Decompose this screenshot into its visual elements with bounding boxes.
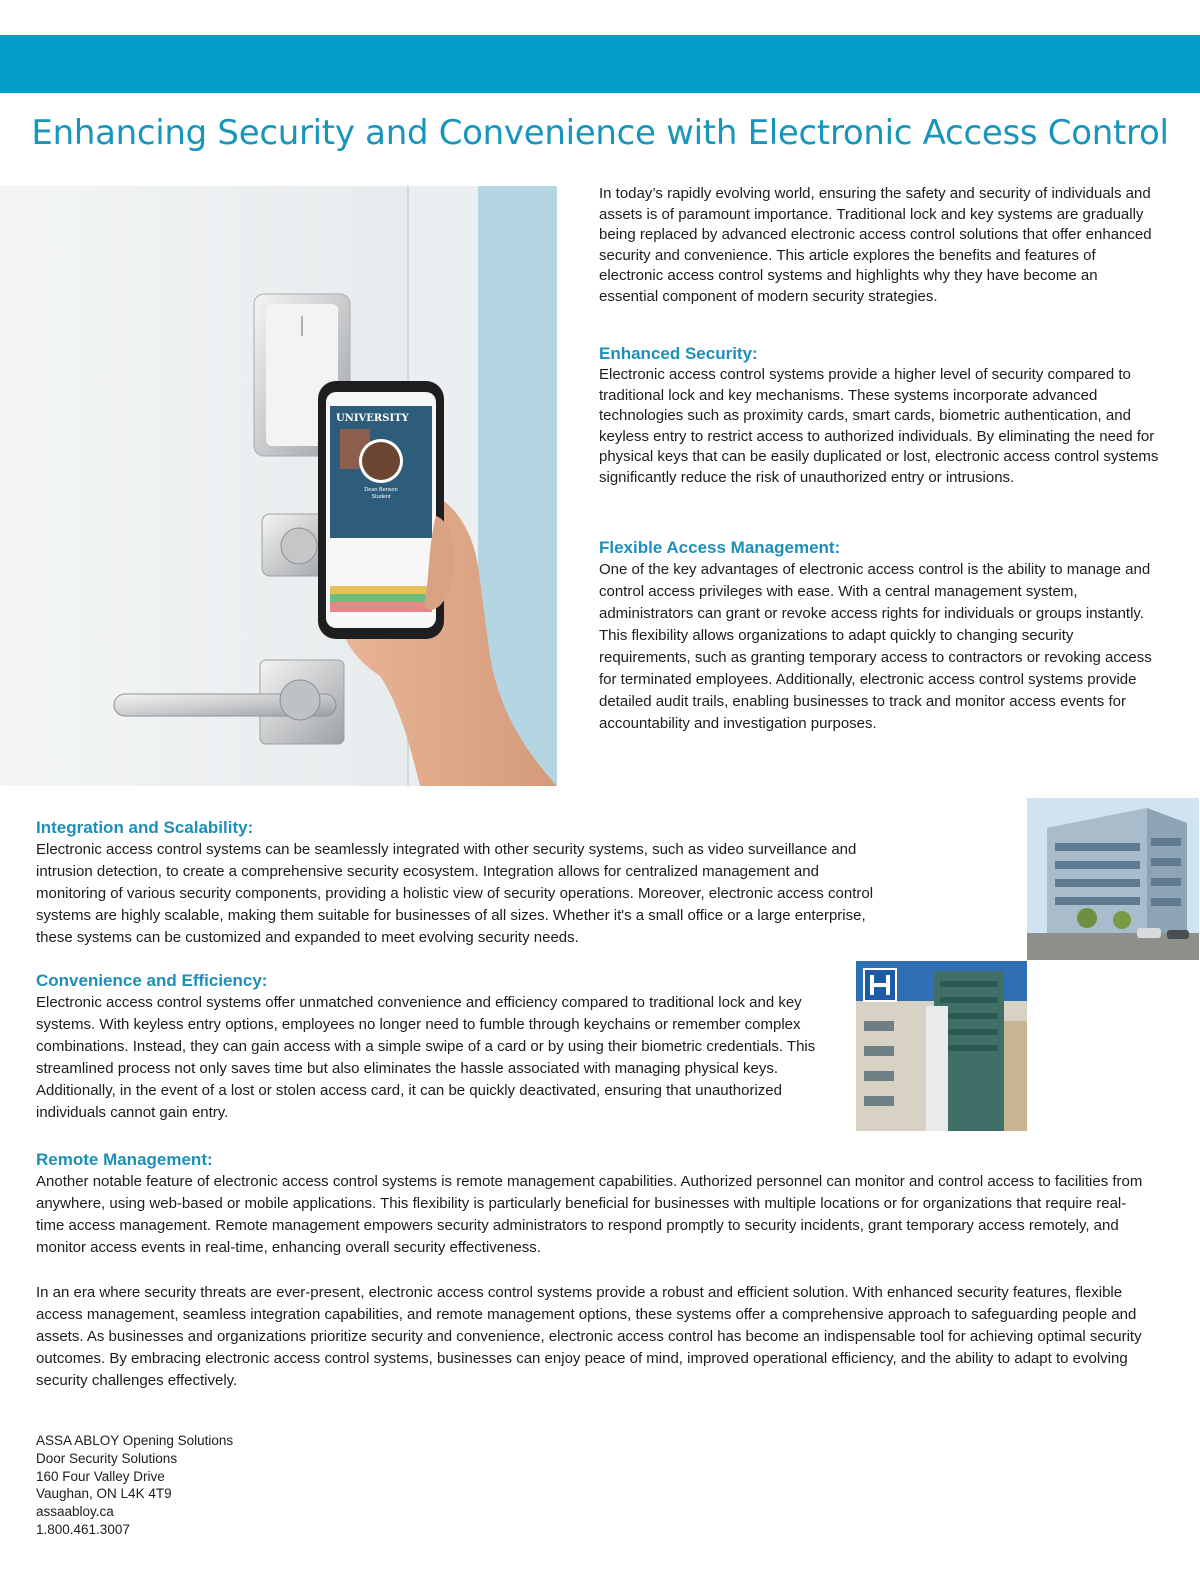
intro-block [599,184,1159,308]
header-band [0,35,1200,93]
section-heading: Convenience and Efficiency: [36,971,268,990]
section-heading: Integration and Scalability: [36,818,254,837]
hero-photo [0,186,557,786]
section-heading: Enhanced Security: [599,344,758,363]
footer-phone: 1.800.461.3007 [36,1521,130,1537]
section-flexible-access [599,537,1159,735]
footer-street: 160 Four Valley Drive [36,1468,165,1484]
section-body: Electronic access control systems provide a higher level of security compared to traditional lock and key mechanisms. These systems incorporate advanced technologies such as proximity cards, smart cards, biometric authentication, and keyless entry to restrict access to authorized individuals. By eliminating the need for physical keys that can be easily duplicated or lost, electronic access control systems significantly reduce the risk of unauthorized entry or intrusions. [599,366,1159,486]
section-body: Another notable feature of electronic access control systems is remote management capabilities. Authorized personnel can monitor and control access to facilities from anywhere, using web-based or mobile applications. This flexibility is particularly beneficial for businesses with multiple locations or for organizations that require real-time access management. Remote management empowers security administrators to respond promptly to security incidents, grant temporary access remotely, and monitor access events in real-time, enhancing overall security effectiveness. [36,1173,1143,1256]
section-enhanced-security [599,343,1159,489]
section-remote-management [36,1149,1146,1259]
section-convenience [36,970,846,1124]
page-title: Enhancing Security and Convenience with Electronic Access Control [31,113,1169,153]
footer-contact [36,1432,233,1539]
section-integration [36,817,886,949]
intro-paragraph: In today’s rapidly evolving world, ensuring the safety and security of individuals and assets is of paramount importance. Traditional lock and key systems are gradually being replaced by advanced electronic access control solutions that offer enhanced security and convenience. This article explores the benefits and features of electronic access control systems and highlights why they have become an essential component of modern security strategies. [599,185,1152,305]
section-heading: Flexible Access Management: [599,538,841,557]
phone-header-text: UNIVERSITY [336,413,409,424]
phone-student-role: Student [371,494,391,500]
footer-website-link[interactable]: assaabloy.ca [36,1504,114,1520]
footer-company: ASSA ABLOY Opening Solutions [36,1433,234,1448]
section-body: Electronic access control systems can be seamlessly integrated with other security systems, such as video surveillance and intrusion detection, to create a comprehensive security ecosystem. Integration allows for centralized management and monitoring of various security components, providing a holistic view of security operations. Moreover, electronic access control systems are highly scalable, making them suitable for businesses of all sizes. Whether it's a small office or a large enterprise, these systems can be customized and expanded to meet evolving security needs. [36,841,874,946]
phone-student-name: Dean Benson [364,487,398,493]
footer-city: Vaughan, ON L4K 4T9 [36,1486,172,1502]
section-heading: Remote Management: [36,1150,213,1169]
office-building-photo [1027,798,1199,960]
section-body: Electronic access control systems offer unmatched convenience and efficiency compared to traditional lock and key systems. With keyless entry options, employees no longer need to fumble through keychains or remember complex combinations. Instead, they can gain access with a simple swipe of a card or by using their biometric credentials. This streamlined process not only saves time but also eliminates the hassle associated with managing physical keys. Additionally, in the event of a lost or stolen access card, it can be quickly deactivated, ensuring that unauthorized individuals cannot gain entry. [36,994,816,1121]
section-body: One of the key advantages of electronic access control is the ability to manage and control access privileges with ease. With a central management system, administrators can grant or revoke access rights for individuals or groups instantly. This flexibility allows organizations to adapt quickly to changing security requirements, such as granting temporary access to contractors or revoking access for terminated employees. Additionally, electronic access control systems provide detailed audit trails, enabling businesses to track and monitor access events for accountability and investigation purposes. [599,561,1152,732]
conclusion-paragraph: In an era where security threats are ever-present, electronic access control systems provide a robust and efficient solution. With enhanced security features, flexible access management, seamless integration capabilities, and remote management options, these systems offer a comprehensive approach to safeguarding people and assets. As businesses and organizations prioritize security and convenience, electronic access control has become an indispensable tool for achieving optimal security outcomes. By embracing electronic access control systems, businesses can enjoy peace of mind, improved operational efficiency, and the ability to adapt to evolving security challenges effectively. [36,1284,1142,1389]
hospital-building-photo [856,961,1027,1131]
footer-division: Door Security Solutions [36,1450,178,1466]
conclusion-block [36,1282,1158,1392]
